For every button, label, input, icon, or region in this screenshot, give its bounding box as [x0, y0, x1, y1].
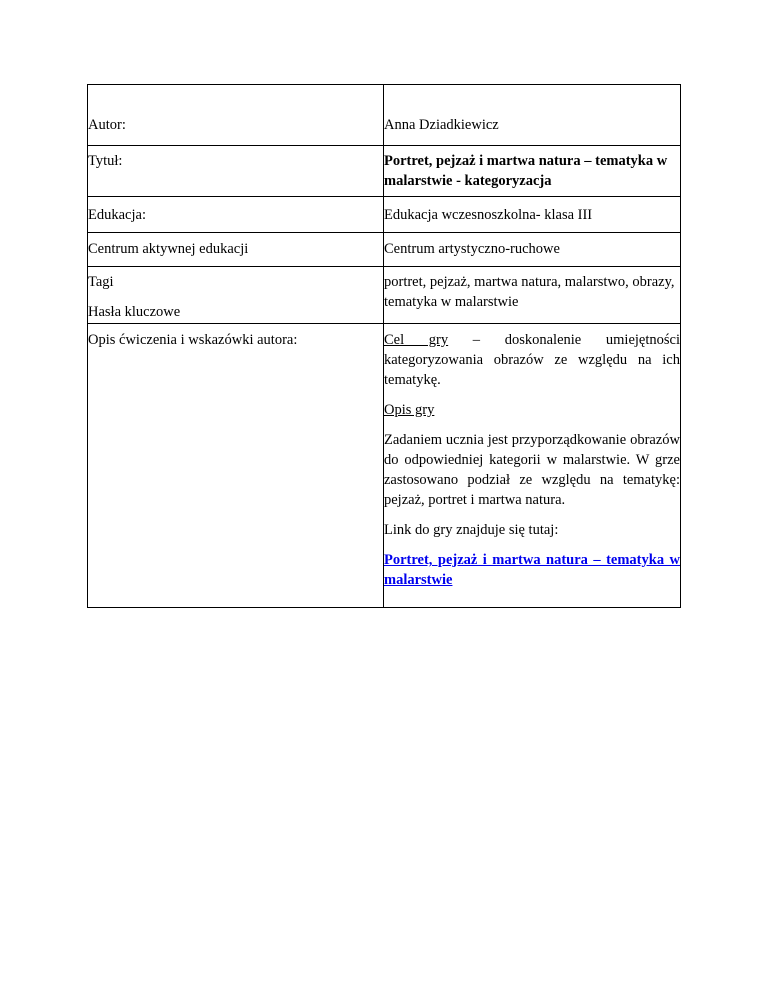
title-label-cell — [88, 146, 384, 197]
description-label-cell — [88, 324, 384, 608]
author-value: Anna Dziadkiewicz — [384, 117, 499, 133]
keywords-label: Hasła kluczowe — [88, 304, 181, 320]
title-label: Tytuł: — [88, 153, 123, 169]
description-label: Opis ćwiczenia i wskazówki autora: — [88, 332, 298, 348]
center-value-cell — [384, 233, 681, 267]
author-label-cell — [88, 85, 384, 146]
tags-label: Tagi — [88, 274, 114, 290]
education-value: Edukacja wczesnoszkolna- klasa III — [384, 207, 593, 223]
game-desc-text: Zadaniem ucznia jest przyporządkowanie obrazów do odpowiedniej kategorii w malarstwie. W grze zastosowano podział ze względu na tematykę: pejzaż, portret i martwa natura. — [384, 432, 680, 508]
title-value: Portret, pejzaż i martwa natura – tematyka w malarstwie - kategoryzacja — [384, 153, 668, 189]
title-value-cell — [384, 146, 681, 197]
center-label-cell — [88, 233, 384, 267]
tags-label-group — [88, 267, 383, 322]
metadata-table — [87, 84, 681, 608]
tags-value-cell — [384, 267, 681, 324]
goal-label: Cel gry — [384, 332, 449, 348]
title-row — [88, 146, 681, 197]
center-row — [88, 233, 681, 267]
goal-text: – doskonalenie umiejętności kategoryzowania obrazów ze względu na ich tematykę. — [384, 332, 680, 388]
author-label: Autor: — [88, 117, 126, 133]
game-link[interactable]: Portret, pejzaż i martwa natura – tematyka w malarstwie — [384, 552, 680, 588]
education-row — [88, 197, 681, 233]
education-label-cell — [88, 197, 384, 233]
description-value-cell — [384, 324, 681, 608]
link-intro: Link do gry znajduje się tutaj: — [384, 522, 559, 538]
education-value-cell — [384, 197, 681, 233]
game-desc-heading: Opis gry — [384, 402, 435, 418]
tags-label-cell — [88, 267, 384, 324]
goal-paragraph — [384, 330, 680, 390]
center-label: Centrum aktywnej edukacji — [88, 241, 249, 257]
center-value: Centrum artystyczno-ruchowe — [384, 241, 560, 257]
author-row — [88, 85, 681, 146]
tags-value: portret, pejzaż, martwa natura, malarstwo, obrazy, tematyka w malarstwie — [384, 274, 675, 310]
tags-row — [88, 267, 681, 324]
description-row — [88, 324, 681, 608]
education-label: Edukacja: — [88, 207, 146, 223]
author-value-cell — [384, 85, 681, 146]
